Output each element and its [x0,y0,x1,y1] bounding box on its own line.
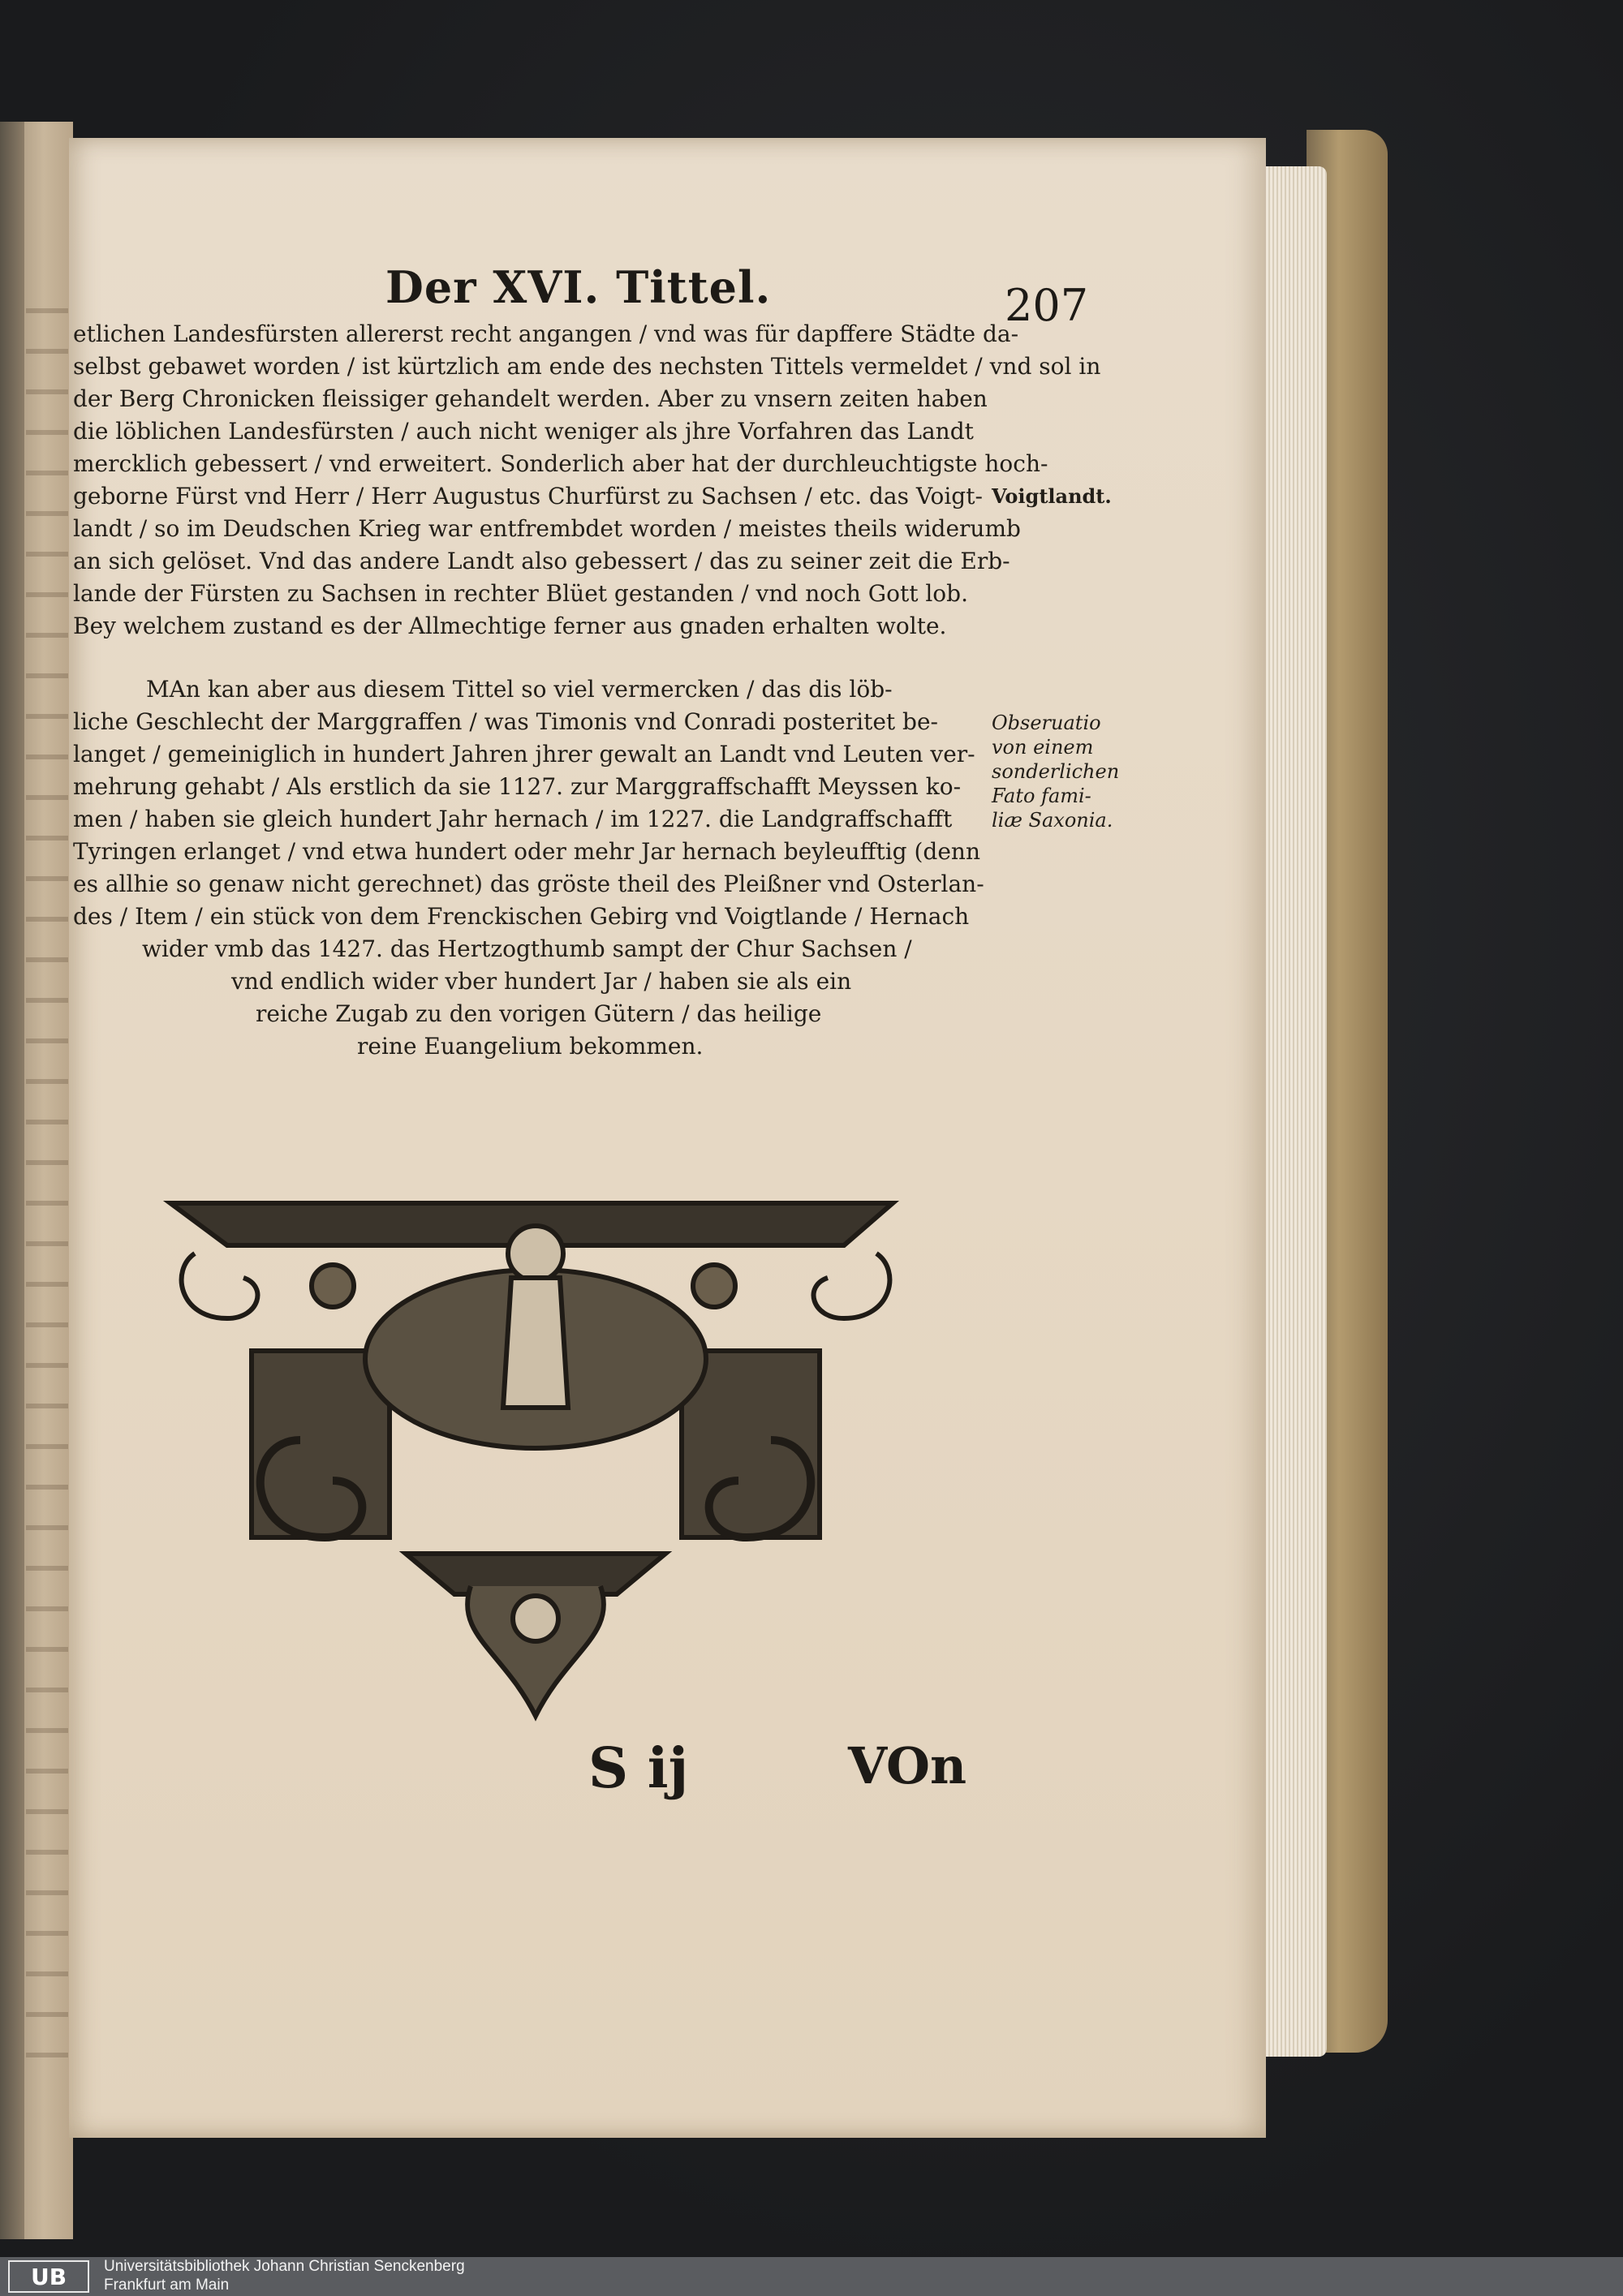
woodcut-ornament-icon [162,1197,909,1716]
text-line: der Berg Chronicken fleissiger gehandelt werden. Aber zu vnsern zeiten haben [73,385,988,412]
signature-mark: S ij [588,1736,689,1801]
text-line: die löblichen Landesfürsten / auch nicht weniger als jhre Vorfahren das Landt [73,418,974,445]
text-line: mehrung gehabt / Als erstlich da sie 1127. zur Marggraffschafft Meyssen ko- [73,773,962,800]
text-line: Bey welchem zustand es der Allmechtige ferner aus gnaden erhalten wolte. [73,613,947,639]
text-line: geborne Fürst vnd Herr / Herr Augustus Churfürst zu Sachsen / etc. das Voigt- [73,483,983,510]
text-line: Tyringen erlanget / vnd etwa hundert oder mehr Jar hernach beyleufftig (denn [73,838,980,865]
text-line: langet / gemeiniglich in hundert Jahren jhrer gewalt an Landt vnd Leuten ver- [73,741,975,767]
text-line: an sich gelöset. Vnd das andere Landt also gebessert / das zu seiner zeit die Erb- [73,548,1010,574]
left-page-edge [0,122,73,2239]
margin-note-obseruatio [992,712,1119,834]
text-line: etlichen Landesfürsten allererst recht angangen / vnd was für dapffere Städte da- [73,320,1019,347]
text-line: des / Item / ein stück von dem Frenckischen Gebirg vnd Voigtlande / Hernach [73,903,970,930]
footer-line-institution: Universitätsbibliothek Johann Christian Senckenberg [104,2258,465,2276]
footer-line-city: Frankfurt am Main [104,2277,230,2294]
ub-logo: UB [8,2260,89,2293]
catchword: VOn [848,1736,967,1795]
footer-text [104,2258,465,2295]
running-head-title: Der XVI. Tittel. [385,261,772,313]
text-line: selbst gebawet worden / ist kürtzlich am ende des nechsten Tittels vermeldet / vnd sol in [73,353,1101,380]
margin-note-line: Fato fami- [992,785,1091,807]
text-line: liche Geschlecht der Marggraffen / was Timonis vnd Conradi posteritet be- [73,708,939,735]
text-line: wider vmb das 1427. das Hertzogthumb sampt der Chur Sachsen / [142,935,912,962]
text-line: landt / so im Deudschen Krieg war entfrembdet worden / meistes theils widerumb [73,515,1021,542]
paragraph-1 [73,318,1101,643]
text-line: lande der Fürsten zu Sachsen in rechter Blüet gestanden / vnd noch Gott lob. [73,580,968,607]
margin-note-line: von einem [992,736,1094,759]
footer-bar [0,2257,1623,2296]
margin-note-line: liæ Saxonia. [992,809,1113,832]
page-number: 207 [1005,280,1089,331]
margin-note-line: Obseruatio [992,712,1101,734]
paragraph-2 [73,673,982,1063]
margin-note-voigtlandt: Voigtlandt. [992,484,1112,508]
text-line: reine Euangelium bekommen. [357,1033,704,1060]
text-line: es allhie so genaw nicht gerechnet) das gröste theil des Pleißner vnd Osterlan- [73,871,984,897]
left-page-bleed-text [26,308,68,2093]
text-line: men / haben sie gleich hundert Jahr hernach / im 1227. die Landgraffschafft [73,806,953,832]
text-line: reiche Zugab zu den vorigen Gütern / das heilige [256,1000,822,1027]
text-line: mercklich gebessert / vnd erweitert. Sonderlich aber hat der durchleuchtigste hoch- [73,450,1048,477]
margin-note-line: sonderlichen [992,760,1120,783]
left-page-shadow [0,122,24,2239]
text-line: MAn kan aber aus diesem Tittel so viel vermercken / das dis löb- [146,676,893,703]
text-line: vnd endlich wider vber hundert Jar / haben sie als ein [231,968,852,995]
